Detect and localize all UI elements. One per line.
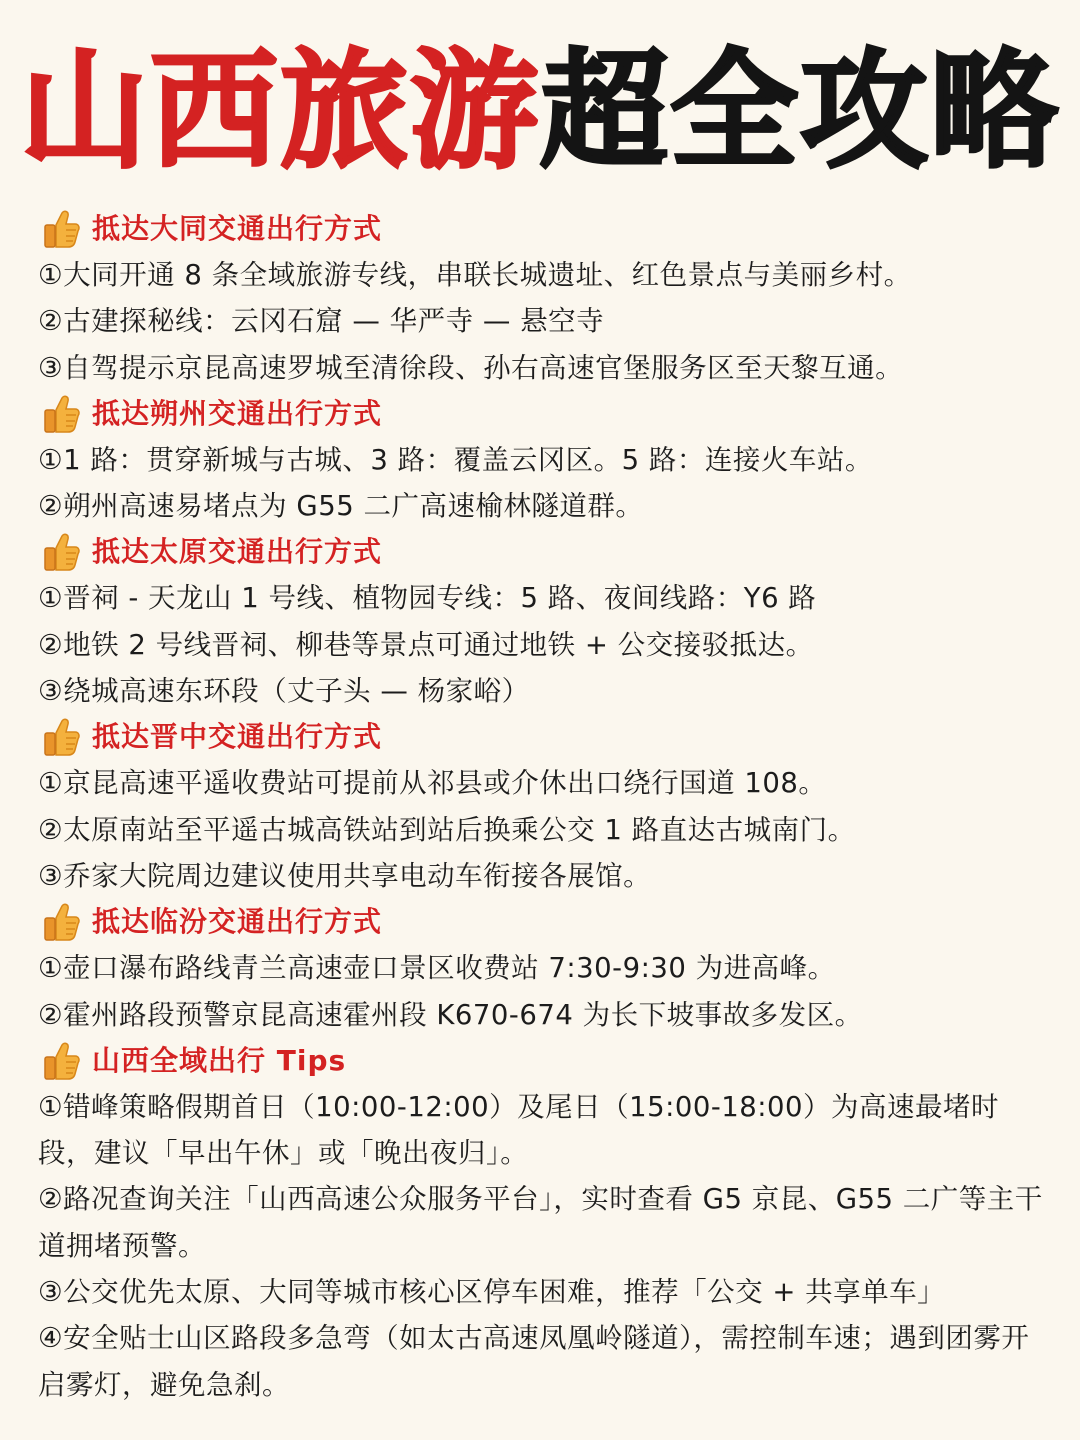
list-item: ③乔家大院周边建议使用共享电动车衔接各展馆。	[38, 859, 652, 892]
section-heading	[42, 714, 1048, 760]
list-item: ④安全贴士山区路段多急弯（如太古高速凤凰岭隧道），需控制车速；遇到团雾开启雾灯，避免急刹。	[38, 1322, 1030, 1401]
thumbs-up-icon	[42, 532, 80, 572]
list-item: ③绕城高速东环段（丈子头 — 杨家峪）	[38, 675, 530, 708]
section-heading	[42, 391, 1048, 437]
list-item: ②太原南站至平遥古城高铁站到站后换乘公交 1 路直达古城南门。	[38, 813, 856, 846]
title-black-part: 超全攻略	[540, 36, 1061, 186]
thumbs-up-icon	[42, 717, 80, 757]
section-heading	[42, 206, 1048, 252]
section-heading	[42, 1038, 1048, 1084]
section-title: 抵达太原交通出行方式	[92, 535, 383, 569]
list-item: ①1 路：贯穿新城与古城、3 路：覆盖云冈区。5 路：连接火车站。	[38, 443, 873, 476]
section-title: 抵达晋中交通出行方式	[92, 720, 383, 754]
list-item: ②地铁 2 号线晋祠、柳巷等景点可通过地铁 + 公交接驳抵达。	[38, 628, 814, 661]
section-title: 抵达临汾交通出行方式	[92, 905, 383, 939]
list-item: ①晋祠 - 天龙山 1 号线、植物园专线：5 路、夜间线路：Y6 路	[38, 582, 817, 615]
list-item: ②朔州高速易堵点为 G55 二广高速榆林隧道群。	[38, 490, 644, 523]
page-title	[0, 36, 1080, 186]
thumbs-up-icon	[42, 1041, 80, 1081]
thumbs-up-icon	[42, 902, 80, 942]
section-title: 抵达朔州交通出行方式	[92, 396, 383, 430]
list-item: ②古建探秘线：云冈石窟 — 华严寺 — 悬空寺	[38, 305, 605, 338]
section-title: 抵达大同交通出行方式	[92, 212, 383, 245]
title-red-part: 山西旅游	[19, 36, 540, 186]
list-item: ①大同开通 8 条全域旅游专线，串联长城遗址、红色景点与美丽乡村。	[38, 259, 912, 291]
list-item: ①错峰策略假期首日（10:00-12:00）及尾日（15:00-18:00）为高速最堵时段，建议「早出午休」或「晚出夜归」。	[38, 1090, 999, 1170]
list-item: ②霍州路段预警京昆高速霍州段 K670-674 为长下坡事故多发区。	[38, 998, 863, 1031]
list-item: ②路况查询关注「山西高速公众服务平台」，实时查看 G5 京昆、G55 二广等主干道拥堵预警。	[38, 1183, 1043, 1262]
section-heading	[42, 529, 1048, 575]
section-heading	[42, 899, 1048, 945]
list-item: ③自驾提示京昆高速罗城至清徐段、孙右高速官堡服务区至天黎互通。	[38, 351, 904, 384]
section-title: 山西全域出行 Tips	[92, 1043, 347, 1077]
list-item: ①壶口瀑布路线青兰高速壶口景区收费站 7:30-9:30 为进高峰。	[38, 952, 836, 985]
content-list	[38, 206, 1048, 1408]
list-item: ①京昆高速平遥收费站可提前从祁县或介休出口绕行国道 108。	[38, 767, 827, 800]
thumbs-up-icon	[42, 394, 80, 434]
thumbs-up-icon	[42, 209, 80, 249]
list-item: ③公交优先太原、大同等城市核心区停车困难，推荐「公交 + 共享单车」	[38, 1276, 946, 1309]
